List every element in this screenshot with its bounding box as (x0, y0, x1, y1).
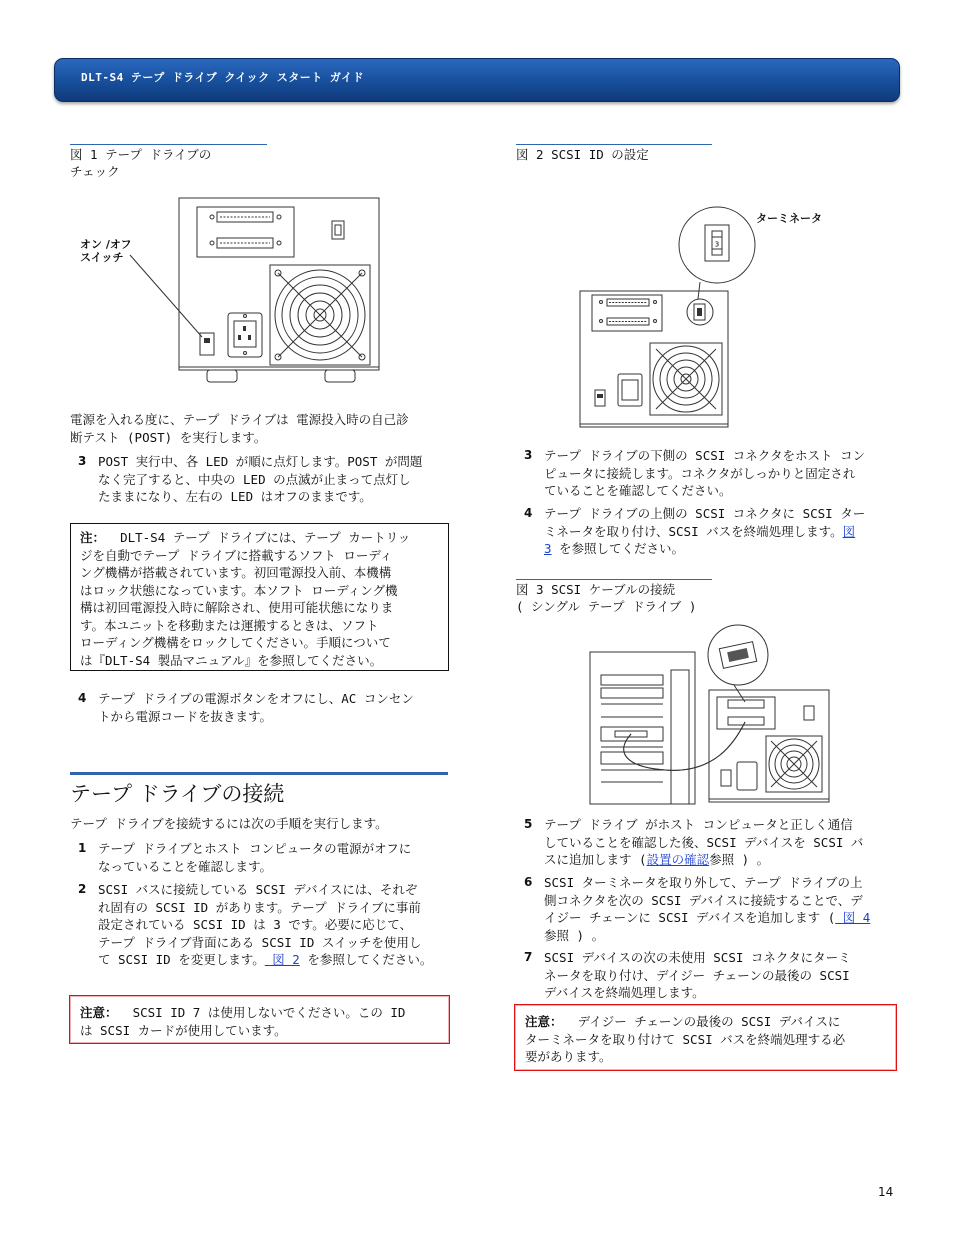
installation-check-link[interactable]: 設置の確認 (646, 852, 710, 867)
caution-label: 注意： (525, 1014, 563, 1029)
page-number: 14 (878, 1185, 894, 1199)
caution-box-scsi-id: 注意： SCSI ID 7 は使用しないでください。この ID は SCSI カードが使用しています。 (69, 995, 450, 1044)
step-number: 6 (524, 875, 533, 889)
figure-2-rule (516, 144, 712, 145)
step-number: 5 (524, 817, 533, 831)
id-switch-digit: 3 (714, 240, 720, 249)
power-switch-label: オン /オフ スイッチ (80, 238, 132, 264)
step-number: 2 (78, 882, 87, 896)
post-intro-paragraph: 電源を入れる度に、テープ ドライブは 電源投入時の自己診 断テスト (POST) を実行します。 (70, 412, 409, 445)
figure-2-caption: 図 2 SCSI ID の設定 (516, 147, 649, 162)
figure-3-rule (516, 579, 712, 580)
step-number: 4 (78, 691, 87, 705)
caution-box-termination: 注意： デイジー チェーンの最後の SCSI デバイスに ターミネータを取り付けて SCSI バスを終端処理する必 要があります。 (514, 1004, 897, 1071)
step-number: 3 (524, 448, 533, 462)
terminator-label: ターミネータ (756, 212, 822, 225)
step-number: 4 (524, 506, 533, 520)
note-label: 注： (80, 530, 106, 545)
figure-2-scsi-id-switch (560, 198, 760, 433)
step-number: 1 (78, 841, 87, 855)
section-heading: テープ ドライブの接続 (70, 782, 285, 806)
figure-1-rule (70, 144, 267, 145)
document-title: DLT-S4 テープ ドライブ クイック スタート ガイド (81, 71, 365, 84)
step-number: 7 (524, 950, 533, 964)
figure-1-caption: 図 1 テープ ドライブの チェック (70, 147, 212, 179)
section-intro: テープ ドライブを接続するには次の手順を実行します。 (70, 816, 388, 831)
note-box: 注： DLT-S4 テープ ドライブには、テープ カートリッ ジを自動でテープ ドライブに搭載するソフト ローディ ング機構が搭載されています。初回電源投入前、本機構 はロック状態になっています。本ソフト ローディング機 構は初回電源投入時に解除され、使用可能状態になりま す。本ユニットを移動または運搬するときは、ソフト ローディング機構をロックしてください。手順について は『DLT-S4 製品マニュアル』を参照してください。 (70, 523, 449, 671)
figure-2-link[interactable]: 図 2 (264, 952, 300, 967)
figure-3-link[interactable]: 図 (842, 523, 856, 539)
header-bar (54, 58, 900, 102)
figure-3-scsi-cable-connection (585, 622, 840, 807)
figure-3-link-cont[interactable]: 3 (544, 541, 552, 556)
caution-label: 注意： (80, 1005, 118, 1020)
figure-3-caption: 図 3 SCSI ケーブルの接続 ( シングル テープ ドライブ ) (516, 582, 697, 614)
figure-1-tape-drive-rear (70, 195, 390, 390)
step-number: 3 (78, 454, 87, 468)
section-heading-rule (70, 772, 448, 775)
figure-4-link[interactable]: 図 4 (835, 910, 871, 925)
